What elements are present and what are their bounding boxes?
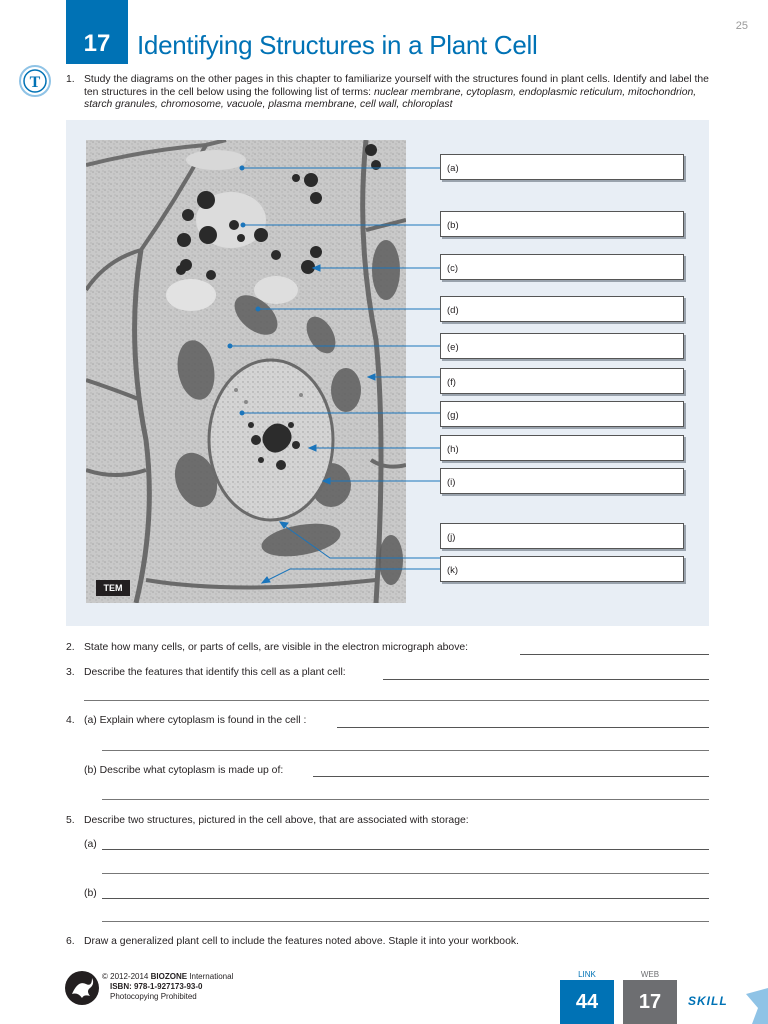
answer-line-q5b-1[interactable] — [102, 898, 709, 899]
answer-line-q5a-1[interactable] — [102, 849, 709, 850]
question-5: 5. Describe two structures, pictured in the cell above, that are associated with storage: — [66, 815, 469, 826]
link-label: LINK — [578, 970, 596, 979]
question-5a-label: (a) — [84, 839, 97, 850]
answer-box-f[interactable]: (f) — [440, 368, 684, 394]
answer-box-h[interactable]: (h) — [440, 435, 684, 461]
footer-isbn: ISBN: 978-1-927173-93-0 — [110, 982, 203, 991]
question-4a: 4. (a) Explain where cytoplasm is found in the cell : — [66, 715, 307, 726]
question-1-terms: nuclear membrane, cytoplasm, endoplasmic reticulum, mitochondrion, starch granules, chromosome, vacuole, plasma membrane, cell wall, chloroplast — [84, 86, 697, 110]
skill-tab-shape — [740, 988, 768, 1024]
footer-copyright: © 2012-2014 BIOZONE International — [102, 972, 234, 981]
question-5b-label: (b) — [84, 888, 97, 899]
answer-box-i[interactable]: (i) — [440, 468, 684, 494]
answer-box-g[interactable]: (g) — [440, 401, 684, 427]
question-6: 6. Draw a generalized plant cell to include the features noted above. Staple it into your workbook. — [66, 936, 519, 947]
answer-line-q3-1[interactable] — [383, 679, 709, 680]
answer-line-q3-2[interactable] — [84, 700, 709, 701]
answer-box-b[interactable]: (b) — [440, 211, 684, 237]
svg-text:T: T — [29, 74, 41, 91]
link-page-button[interactable]: 44 — [560, 980, 614, 1024]
page-title: Identifying Structures in a Plant Cell — [137, 30, 538, 60]
answer-box-k[interactable]: (k) — [440, 556, 684, 582]
page-number: 25 — [735, 20, 748, 32]
question-3: 3. Describe the features that identify this cell as a plant cell: — [66, 667, 346, 678]
web-page-button[interactable]: 17 — [623, 980, 677, 1024]
question-4b: (b) Describe what cytoplasm is made up of: — [84, 765, 284, 776]
answer-line-q4b-2[interactable] — [102, 799, 709, 800]
answer-box-a[interactable]: (a) — [440, 154, 684, 180]
answer-line-q4a-2[interactable] — [102, 750, 709, 751]
publisher-name: BIOZONE — [150, 972, 188, 981]
answer-box-c[interactable]: (c) — [440, 254, 684, 280]
skill-label: SKILL — [688, 994, 728, 1008]
question-2: 2. State how many cells, or parts of cells, are visible in the electron micrograph above: — [66, 642, 469, 653]
answer-line-q4a-1[interactable] — [337, 727, 709, 728]
tem-label: TEM — [96, 580, 130, 596]
answer-line-q4b-1[interactable] — [313, 776, 709, 777]
answer-box-d[interactable]: (d) — [440, 296, 684, 322]
chapter-number: 17 — [83, 30, 111, 57]
answer-line-q2[interactable] — [520, 654, 709, 655]
answer-line-q5a-2[interactable] — [102, 873, 709, 874]
footer-notice: Photocopying Prohibited — [110, 992, 197, 1001]
answer-box-e[interactable]: (e) — [440, 333, 684, 359]
biozone-logo-icon — [64, 970, 100, 1006]
question-1-text: Study the diagrams on the other pages in this chapter to familiarize yourself with the structures found in plant cells. Identify and label the ten structures in the cell below using the following list of terms: — [84, 74, 709, 98]
web-label: WEB — [640, 970, 660, 979]
answer-line-q5b-2[interactable] — [102, 921, 709, 922]
answer-box-j[interactable]: (j) — [440, 523, 684, 549]
